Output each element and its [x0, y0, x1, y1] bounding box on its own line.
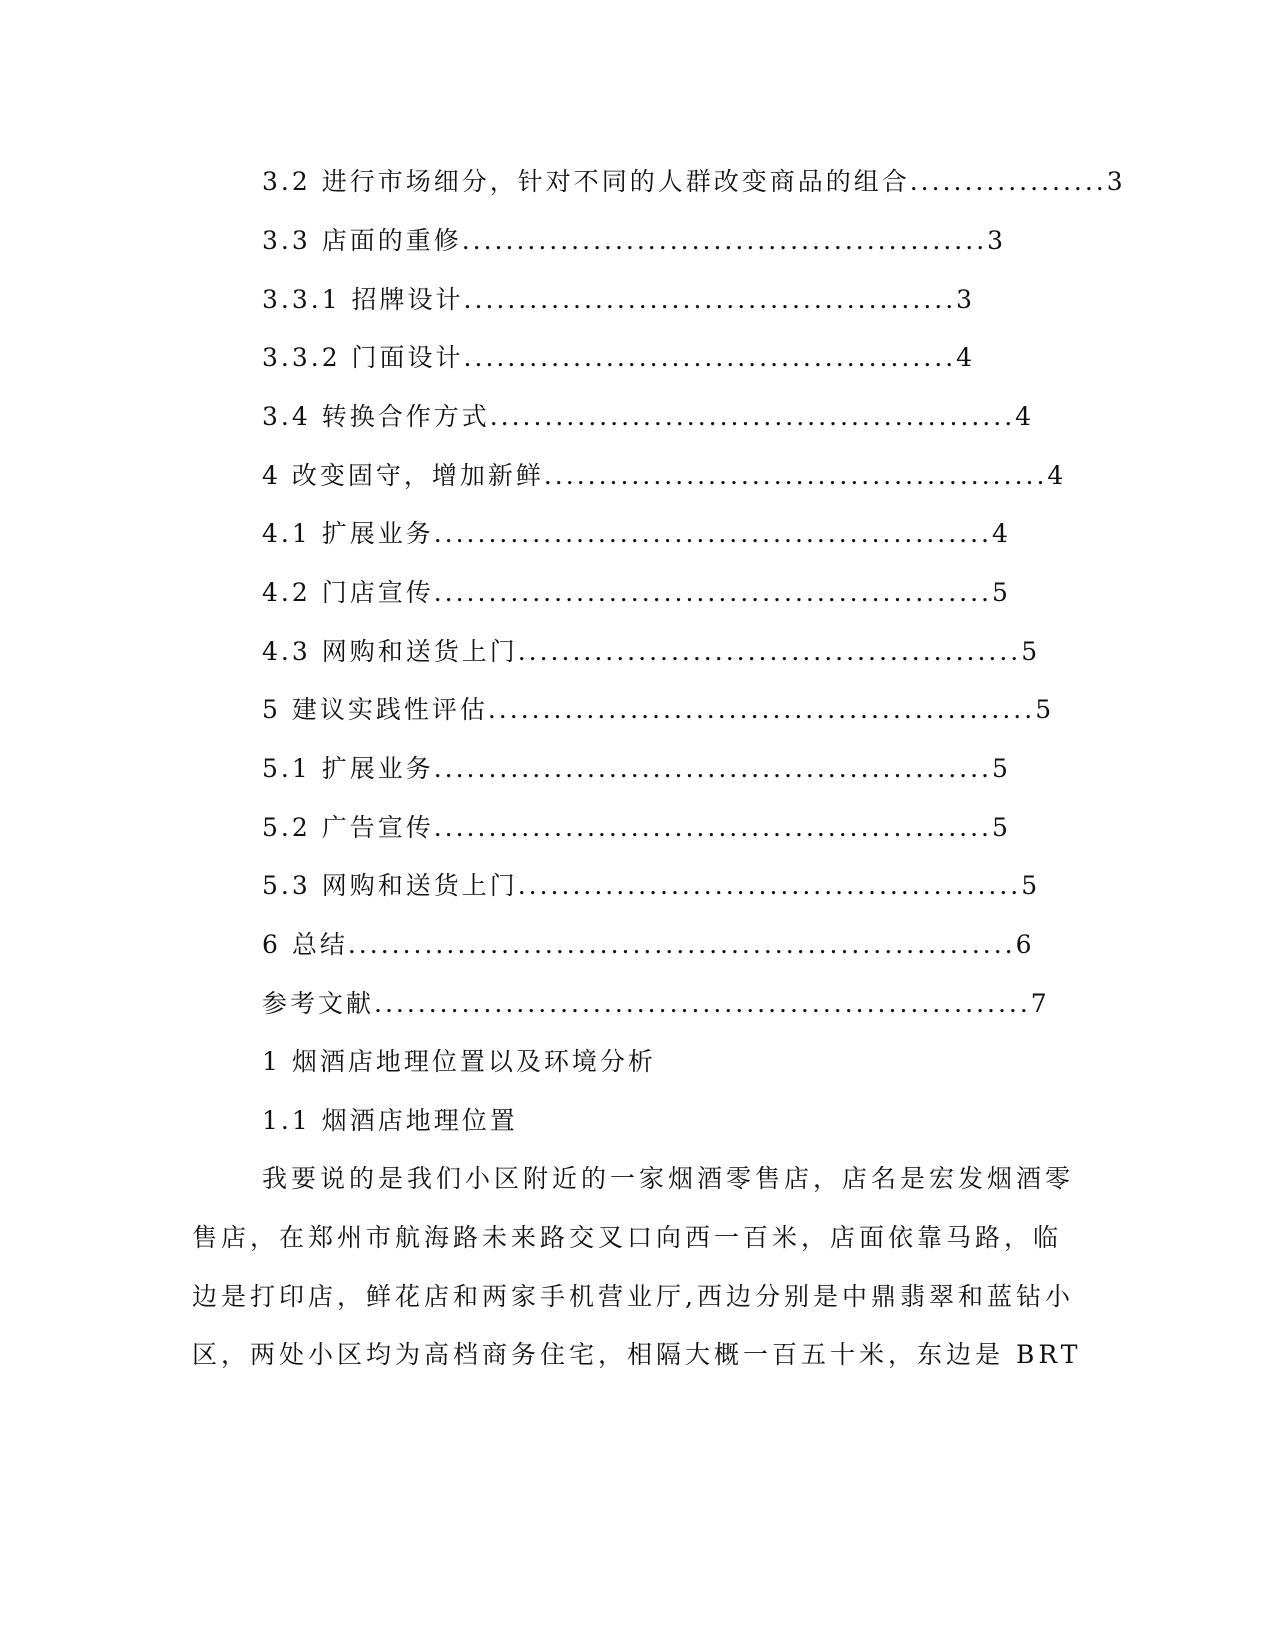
toc-entry-4-1: 4.1 扩展业务...................................................4 [262, 519, 1011, 548]
toc-entry-3-4: 3.4 转换合作方式................................................4 [262, 402, 1035, 431]
toc-entry-3-3-2: 3.3.2 门面设计.............................................4 [262, 343, 976, 372]
section-heading: 1 烟酒店地理位置以及环境分析 [262, 1047, 656, 1076]
toc-entry-3-3: 3.3 店面的重修................................................3 [262, 226, 1007, 255]
toc-entry-6: 6 总结.............................................................6 [262, 930, 1035, 959]
paragraph-line-1: 我要说的是我们小区附近的一家烟酒零售店，店名是宏发烟酒零 [262, 1164, 1075, 1193]
subsection-heading: 1.1 烟酒店地理位置 [262, 1106, 518, 1135]
toc-entry-4-3: 4.3 网购和送货上门..............................................5 [262, 637, 1041, 666]
toc-entry-references: 参考文献............................................................7 [262, 989, 1050, 1018]
toc-entry-5-2: 5.2 广告宣传...................................................5 [262, 813, 1011, 842]
paragraph-line-2: 售店，在郑州市航海路未来路交叉口向西一百米，店面依靠马路，临 [192, 1223, 1063, 1252]
toc-entry-3-2: 3.2 进行市场细分，针对不同的人群改变商品的组合..................3 [262, 167, 1126, 196]
paragraph-line-3: 边是打印店，鲜花店和两家手机营业厅,西边分别是中鼎翡翠和蓝钻小 [192, 1282, 1074, 1311]
toc-entry-5-1: 5.1 扩展业务...................................................5 [262, 754, 1011, 783]
toc-entry-4-2: 4.2 门店宣传...................................................5 [262, 578, 1011, 607]
toc-entry-4: 4 改变固守，增加新鲜..............................................4 [262, 461, 1067, 490]
toc-entry-5: 5 建议实践性评估..................................................5 [262, 695, 1055, 724]
toc-entry-3-3-1: 3.3.1 招牌设计.............................................3 [262, 285, 976, 314]
toc-entry-5-3: 5.3 网购和送货上门..............................................5 [262, 871, 1041, 900]
paragraph-line-4: 区，两处小区均为高档商务住宅，相隔大概一百五十米，东边是 BRT [192, 1340, 1082, 1369]
